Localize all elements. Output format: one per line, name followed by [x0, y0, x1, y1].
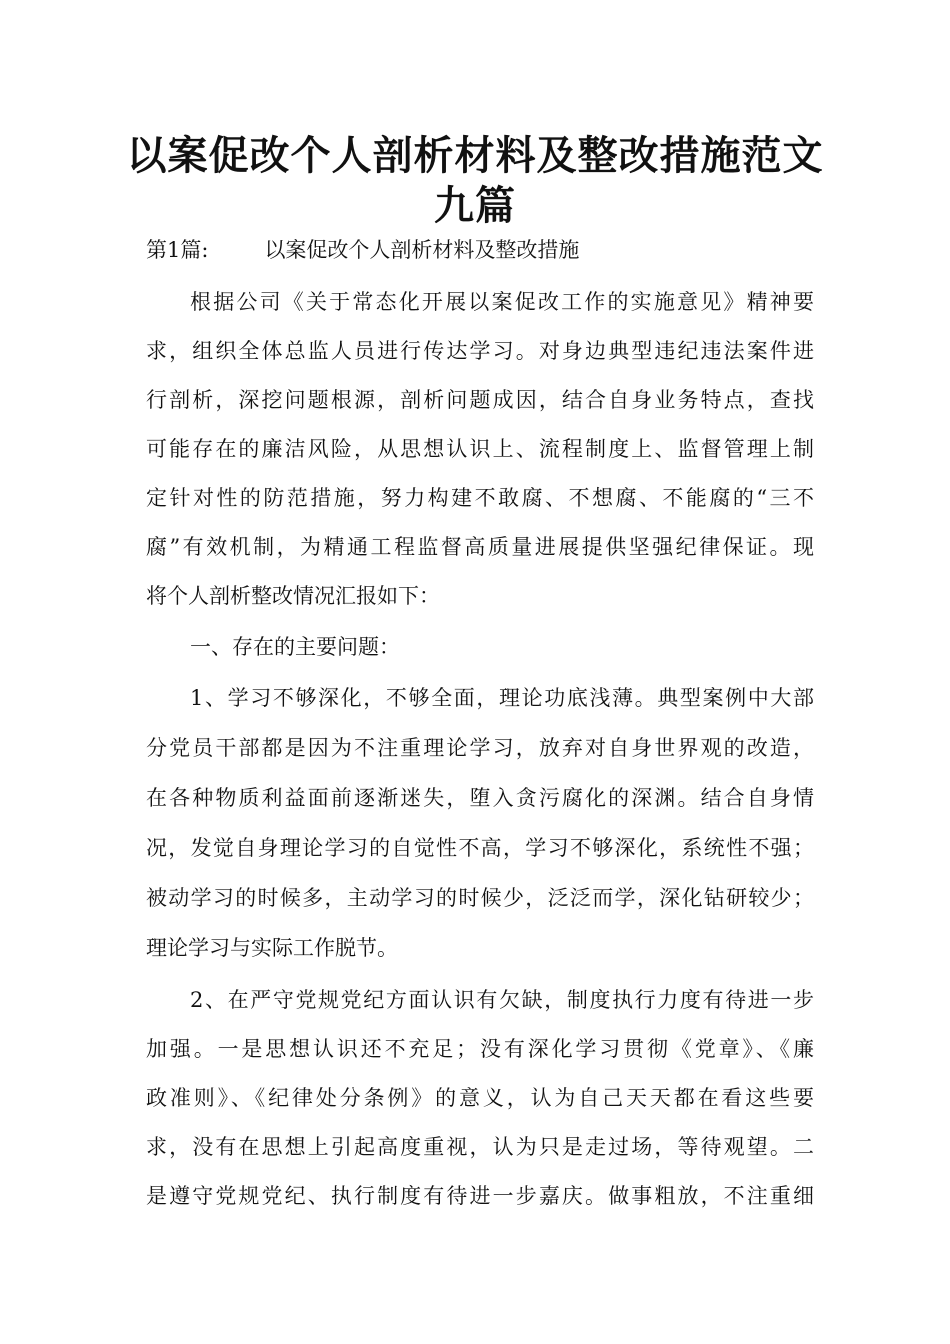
document-title-line-2: 九篇 — [434, 183, 516, 229]
paragraph-line: 况，发觉自身理论学习的自觉性不高，学习不够深化，系统性不强； — [146, 836, 814, 860]
paragraph-line: 行剖析，深挖问题根源，剖析问题成因，结合自身业务特点，查找 — [146, 388, 814, 412]
paragraph-line: 腐”有效机制，为精通工程监督高质量进展提供坚强纪律保证。现 — [146, 535, 814, 559]
paragraph-line: 被动学习的时候多，主动学习的时候少，泛泛而学，深化钻研较少； — [146, 886, 814, 910]
paragraph-line: 政准则》、《纪律处分条例》的意义，认为自己天天都在看这些要 — [146, 1086, 814, 1110]
paragraph-line: 2、在严守党规党纪方面认识有欠缺，制度执行力度有待进一步 — [190, 988, 814, 1012]
paragraph-line: 定针对性的防范措施，努力构建不敢腐、不想腐、不能腐的“三不 — [146, 486, 814, 510]
paragraph-line: 1、学习不够深化，不够全面，理论功底浅薄。典型案例中大部 — [190, 686, 814, 710]
paragraph-line: 求，没有在思想上引起高度重视，认为只是走过场，等待观望。二 — [146, 1135, 814, 1159]
section-heading: 一、存在的主要问题： — [190, 635, 400, 659]
paragraph-line: 求，组织全体总监人员进行传达学习。对身边典型违纪违法案件进 — [146, 339, 814, 363]
document-title-line-1: 以案促改个人剖析材料及整改措施范文 — [126, 133, 824, 179]
paragraph-line: 根据公司《关于常态化开展以案促改工作的实施意见》精神要 — [190, 290, 814, 314]
chapter-title: 以案促改个人剖析材料及整改措施 — [264, 238, 580, 262]
paragraph-line: 可能存在的廉洁风险，从思想认识上、流程制度上、监督管理上制 — [146, 437, 814, 461]
paragraph-line: 分党员干部都是因为不注重理论学习，放弃对自身世界观的改造， — [146, 736, 814, 760]
paragraph-line: 加强。一是思想认识还不充足；没有深化学习贯彻《党章》、《廉 — [146, 1037, 814, 1061]
chapter-label: 第1篇: — [146, 238, 209, 262]
paragraph-line: 是遵守党规党纪、执行制度有待进一步嘉庆。做事粗放，不注重细 — [146, 1184, 814, 1208]
paragraph-line: 在各种物质利益面前逐渐迷失，堕入贪污腐化的深渊。结合自身情 — [146, 786, 814, 810]
paragraph-line: 理论学习与实际工作脱节。 — [146, 936, 398, 960]
chapter-heading — [146, 232, 579, 268]
paragraph-line: 将个人剖析整改情况汇报如下： — [146, 584, 440, 608]
